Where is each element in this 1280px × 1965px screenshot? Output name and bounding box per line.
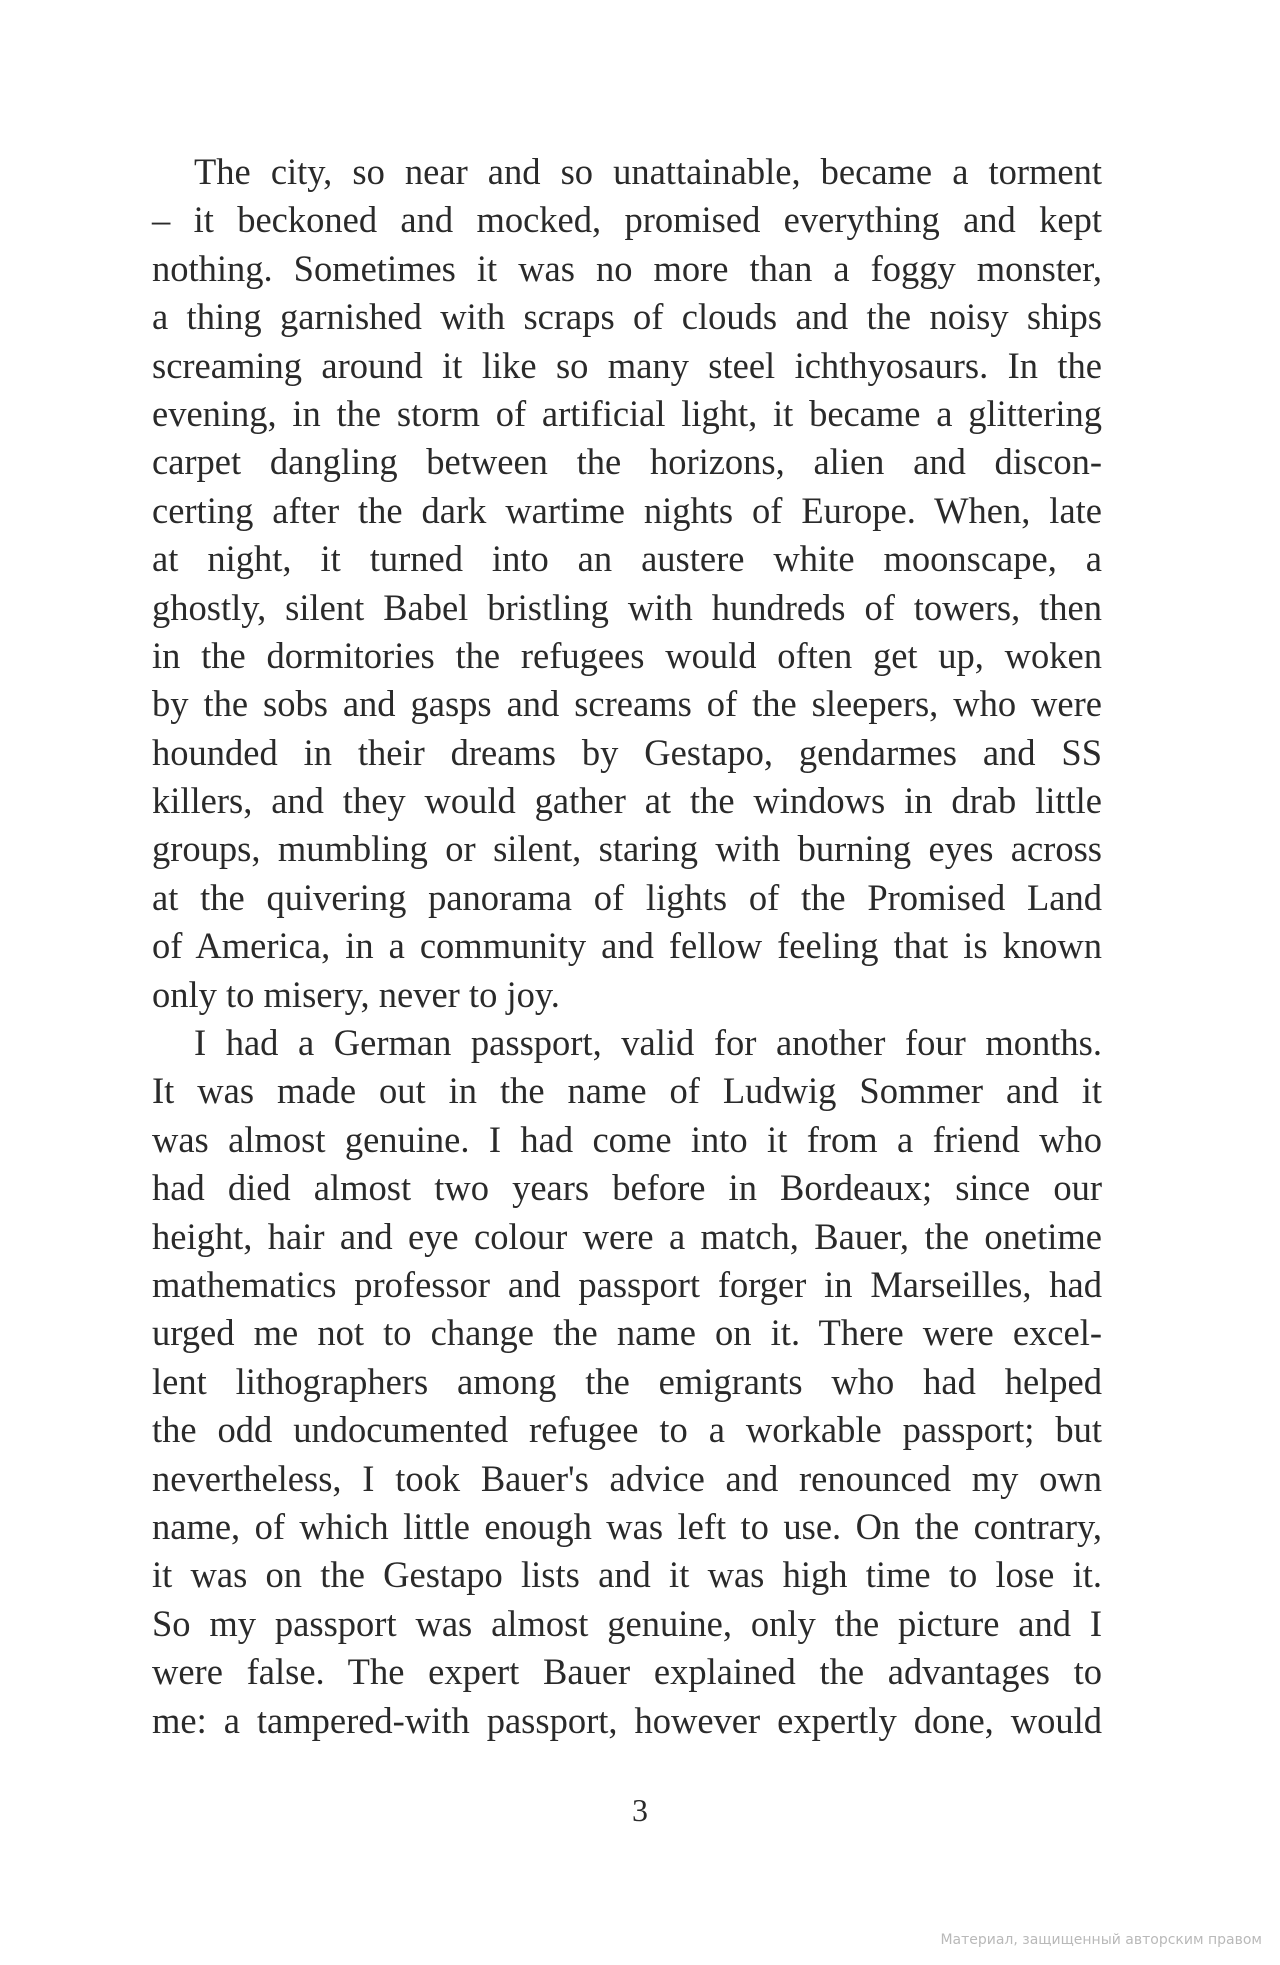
text-line: urged me not to change the name on it. There were excel- bbox=[152, 1312, 1102, 1354]
text-line: nevertheless, I took Bauer's advice and renounced my own bbox=[152, 1457, 1102, 1499]
text-line: I had a German passport, valid for another four months. bbox=[194, 1022, 1102, 1064]
text-line: It was made out in the name of Ludwig Sommer and it bbox=[152, 1070, 1102, 1112]
page-number: 3 bbox=[632, 1792, 648, 1828]
text-line: killers, and they would gather at the windows in drab little bbox=[152, 780, 1102, 822]
text-line: hounded in their dreams by Gestapo, gendarmes and SS bbox=[152, 731, 1102, 773]
text-line: screaming around it like so many steel ichthyosaurs. In the bbox=[152, 344, 1102, 386]
text-line: of America, in a community and fellow feeling that is known bbox=[152, 925, 1102, 967]
text-line: nothing. Sometimes it was no more than a foggy monster, bbox=[152, 247, 1102, 289]
text-line: it was on the Gestapo lists and it was high time to lose it. bbox=[152, 1554, 1102, 1596]
text-line: me: a tampered-with passport, however expertly done, would bbox=[152, 1699, 1102, 1741]
text-line: the odd undocumented refugee to a workable passport; but bbox=[152, 1409, 1102, 1451]
text-line: certing after the dark wartime nights of Europe. When, late bbox=[152, 489, 1102, 531]
text-line: groups, mumbling or silent, staring with burning eyes across bbox=[152, 828, 1102, 870]
text-line: evening, in the storm of artificial light, it became a glittering bbox=[152, 392, 1102, 434]
text-line: The city, so near and so unattainable, became a torment bbox=[194, 151, 1102, 192]
text-line: were false. The expert Bauer explained the advantages to bbox=[152, 1651, 1102, 1693]
text-line: was almost genuine. I had come into it from a friend who bbox=[152, 1118, 1102, 1160]
paragraph bbox=[152, 1019, 1102, 1745]
text-line: – it beckoned and mocked, promised everything and kept bbox=[152, 199, 1102, 241]
copyright-watermark: Материал, защищенный авторским правом bbox=[940, 1932, 1262, 1948]
text-line: height, hair and eye colour were a match, Bauer, the onetime bbox=[152, 1215, 1102, 1257]
text-line: at night, it turned into an austere white moonscape, a bbox=[152, 538, 1102, 580]
text-line: So my passport was almost genuine, only the picture and I bbox=[152, 1602, 1102, 1644]
text-line: in the dormitories the refugees would often get up, woken bbox=[152, 634, 1102, 676]
text-line: carpet dangling between the horizons, alien and discon- bbox=[152, 441, 1102, 483]
text-line: only to misery, never to joy. bbox=[152, 973, 560, 1015]
body-text bbox=[152, 148, 1102, 1745]
text-line: name, of which little enough was left to use. On the contrary, bbox=[152, 1505, 1102, 1547]
text-line: lent lithographers among the emigrants who had helped bbox=[152, 1360, 1102, 1402]
text-line: had died almost two years before in Bordeaux; since our bbox=[152, 1167, 1102, 1209]
text-line: by the sobs and gasps and screams of the sleepers, who were bbox=[152, 683, 1102, 725]
paragraph bbox=[152, 148, 1102, 1019]
text-line: at the quivering panorama of lights of the Promised Land bbox=[152, 876, 1102, 918]
text-line: a thing garnished with scraps of clouds and the noisy ships bbox=[152, 296, 1102, 338]
text-line: mathematics professor and passport forger in Marseilles, had bbox=[152, 1263, 1102, 1305]
text-line: ghostly, silent Babel bristling with hundreds of towers, then bbox=[152, 586, 1102, 628]
